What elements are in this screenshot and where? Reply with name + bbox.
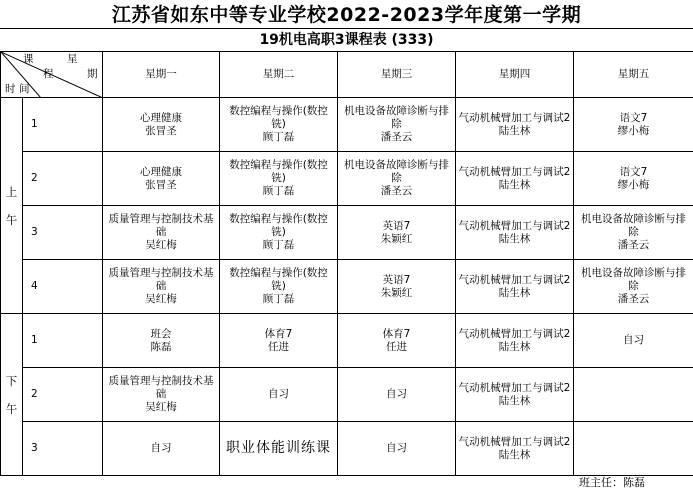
period-number: 1 bbox=[23, 98, 103, 152]
subject-name: 机电设备故障诊断与排除 bbox=[581, 267, 687, 292]
class-cell bbox=[220, 206, 338, 260]
teacher-name: 顾丁磊 bbox=[262, 239, 295, 251]
class-cell bbox=[220, 368, 338, 422]
subject-name: 气动机械臂加工与调试2 bbox=[458, 381, 571, 394]
afternoon-label: 下 午 bbox=[1, 314, 23, 476]
teacher-name: 潘圣云 bbox=[380, 185, 413, 197]
page-title: 江苏省如东中等专业学校2022-2023学年度第一学期 bbox=[0, 0, 693, 29]
morning-label: 上 午 bbox=[1, 98, 23, 314]
class-cell bbox=[103, 314, 220, 368]
class-cell bbox=[220, 260, 338, 314]
class-cell bbox=[338, 314, 456, 368]
subject-name: 自习 bbox=[623, 334, 645, 346]
period-number: 4 bbox=[23, 260, 103, 314]
teacher-name: 潘圣云 bbox=[617, 293, 650, 305]
subject-name: 心理健康 bbox=[140, 111, 183, 124]
corner-cheng: 程 bbox=[43, 68, 54, 80]
teacher-name: 陆生林 bbox=[498, 394, 531, 407]
corner-ke: 课 bbox=[23, 53, 34, 65]
period-number: 3 bbox=[23, 206, 103, 260]
subject-name: 自习 bbox=[386, 388, 408, 400]
table-row bbox=[1, 314, 693, 368]
teacher-name: 任进 bbox=[386, 340, 408, 353]
teacher-name: 缪小梅 bbox=[617, 178, 650, 191]
table-row bbox=[1, 98, 693, 152]
teacher-name: 吴红梅 bbox=[145, 401, 177, 413]
class-cell bbox=[338, 368, 456, 422]
subject-name: 数控编程与操作(数控铣) bbox=[229, 267, 328, 292]
day-header: 星期四 bbox=[456, 52, 574, 98]
subject-name: 气动机械臂加工与调试2 bbox=[458, 273, 571, 286]
subject-name: 质量管理与控制技术基础 bbox=[108, 375, 214, 400]
teacher-name: 朱颖红 bbox=[380, 232, 413, 245]
teacher-name: 顾丁磊 bbox=[262, 185, 295, 197]
teacher-name: 吴红梅 bbox=[145, 239, 177, 251]
subject-name: 气动机械臂加工与调试2 bbox=[458, 111, 571, 124]
corner-cell bbox=[1, 52, 103, 98]
class-cell bbox=[220, 152, 338, 206]
period-number: 3 bbox=[23, 422, 103, 476]
teacher-name: 顾丁磊 bbox=[262, 131, 295, 143]
table-row bbox=[1, 152, 693, 206]
class-cell bbox=[456, 314, 574, 368]
day-header: 星期三 bbox=[338, 52, 456, 98]
teacher-name: 陈磊 bbox=[150, 340, 172, 353]
subject-name: 机电设备故障诊断与排除 bbox=[344, 105, 450, 130]
class-cell bbox=[338, 98, 456, 152]
class-cell bbox=[103, 422, 220, 476]
class-cell bbox=[456, 206, 574, 260]
teacher-name: 陆生林 bbox=[498, 232, 531, 245]
period-number: 2 bbox=[23, 368, 103, 422]
subject-name: 数控编程与操作(数控铣) bbox=[229, 213, 328, 238]
subject-name: 气动机械臂加工与调试2 bbox=[458, 435, 571, 448]
class-cell bbox=[456, 422, 574, 476]
class-cell bbox=[574, 206, 693, 260]
teacher-name: 朱颖红 bbox=[380, 286, 413, 299]
class-cell bbox=[574, 260, 693, 314]
class-cell bbox=[103, 98, 220, 152]
subject-name: 数控编程与操作(数控铣) bbox=[229, 159, 328, 184]
class-cell bbox=[338, 422, 456, 476]
teacher-name: 陆生林 bbox=[498, 124, 531, 137]
teacher-name: 张冒圣 bbox=[145, 124, 177, 137]
table-row bbox=[1, 260, 693, 314]
subject-name: 职业体能训练课 bbox=[226, 440, 332, 456]
day-header: 星期一 bbox=[103, 52, 220, 98]
subject-name: 气动机械臂加工与调试2 bbox=[458, 165, 571, 178]
teacher-name: 潘圣云 bbox=[617, 239, 650, 251]
class-cell bbox=[338, 260, 456, 314]
class-cell bbox=[574, 422, 693, 476]
class-cell bbox=[456, 98, 574, 152]
subject-name: 心理健康 bbox=[140, 165, 183, 178]
class-cell bbox=[103, 152, 220, 206]
class-cell bbox=[574, 152, 693, 206]
subject-name: 体育7 bbox=[264, 327, 293, 340]
teacher-name: 顾丁磊 bbox=[262, 293, 295, 305]
class-cell bbox=[103, 206, 220, 260]
subject-name: 质量管理与控制技术基础 bbox=[108, 213, 214, 238]
header-row bbox=[1, 52, 693, 98]
day-header: 星期五 bbox=[574, 52, 693, 98]
class-cell bbox=[220, 98, 338, 152]
subject-name: 气动机械臂加工与调试2 bbox=[458, 327, 571, 340]
corner-jian: 间 bbox=[19, 83, 30, 95]
class-cell bbox=[456, 152, 574, 206]
subject-name: 数控编程与操作(数控铣) bbox=[229, 105, 328, 130]
corner-xing: 星 bbox=[67, 53, 78, 65]
class-cell bbox=[103, 368, 220, 422]
teacher-name: 陆生林 bbox=[498, 178, 531, 191]
teacher-name: 缪小梅 bbox=[617, 124, 650, 137]
subject-name: 气动机械臂加工与调试2 bbox=[458, 219, 571, 232]
corner-shi: 时 bbox=[5, 83, 16, 95]
head-teacher-note: 班主任：陈磊 bbox=[579, 476, 645, 489]
period-number: 1 bbox=[23, 314, 103, 368]
subject-name: 机电设备故障诊断与排除 bbox=[344, 159, 450, 184]
class-cell bbox=[220, 422, 338, 476]
corner-qi: 期 bbox=[87, 68, 98, 80]
table-row bbox=[1, 206, 693, 260]
subject-name: 英语7 bbox=[382, 273, 411, 286]
teacher-name: 陆生林 bbox=[498, 286, 531, 299]
subject-name: 自习 bbox=[386, 442, 408, 454]
subject-name: 质量管理与控制技术基础 bbox=[108, 267, 214, 292]
class-cell bbox=[220, 314, 338, 368]
subject-name: 自习 bbox=[150, 442, 172, 454]
class-cell bbox=[456, 260, 574, 314]
day-header: 星期二 bbox=[220, 52, 338, 98]
teacher-name: 任进 bbox=[268, 340, 290, 353]
teacher-name: 陆生林 bbox=[498, 340, 531, 353]
period-number: 2 bbox=[23, 152, 103, 206]
teacher-name: 潘圣云 bbox=[380, 131, 413, 143]
class-cell bbox=[574, 314, 693, 368]
timetable-grid bbox=[0, 51, 693, 476]
subject-name: 班会 bbox=[150, 327, 172, 340]
subject-name: 语文7 bbox=[619, 165, 648, 178]
class-cell bbox=[574, 368, 693, 422]
subject-name: 英语7 bbox=[382, 219, 411, 232]
subject-name: 体育7 bbox=[382, 327, 411, 340]
subject-name: 自习 bbox=[268, 388, 290, 400]
teacher-name: 陆生林 bbox=[498, 448, 531, 461]
page-subtitle: 19机电高职3课程表 (333) bbox=[0, 29, 693, 52]
subject-name: 语文7 bbox=[619, 111, 648, 124]
class-cell bbox=[456, 368, 574, 422]
class-cell bbox=[103, 260, 220, 314]
table-row bbox=[1, 368, 693, 422]
subject-name: 机电设备故障诊断与排除 bbox=[581, 213, 687, 238]
teacher-name: 张冒圣 bbox=[145, 178, 177, 191]
class-cell bbox=[338, 152, 456, 206]
table-row bbox=[1, 422, 693, 476]
class-cell bbox=[338, 206, 456, 260]
teacher-name: 吴红梅 bbox=[145, 293, 177, 305]
class-cell bbox=[574, 98, 693, 152]
